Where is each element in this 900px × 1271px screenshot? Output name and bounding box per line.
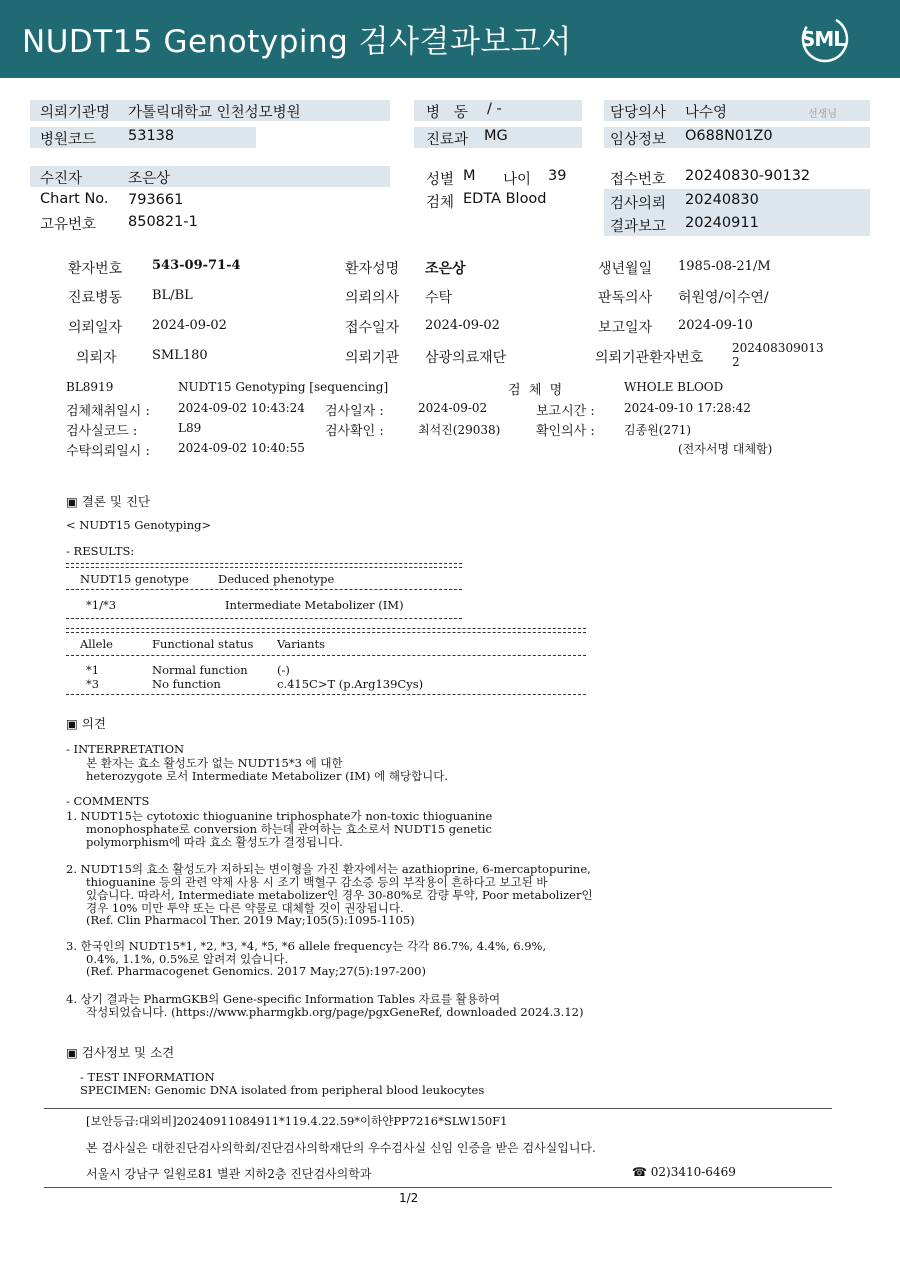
entrust-label: 수탁의뢰일시 : [66, 444, 150, 459]
col-variants: Variants [277, 637, 326, 651]
uid-value: 850821-1 [128, 214, 198, 230]
pno-label: 환자번호 [68, 261, 123, 277]
results-label: - RESULTS: [66, 544, 135, 558]
divider [66, 589, 462, 590]
dept-label: 진료과 [426, 132, 469, 148]
hosp-code-label: 병원코드 [40, 132, 97, 148]
interp-head: - INTERPRETATION [66, 742, 185, 756]
age-value: 39 [548, 168, 567, 184]
testdate-label: 검사일자 : [325, 404, 384, 419]
dob-value: 1985-08-21/M [678, 259, 771, 274]
test-info-specimen: SPECIMEN: Genomic DNA isolated from peripheral blood leukocytes [80, 1083, 485, 1097]
report-title: NUDT15 Genotyping 검사결과보고서 [22, 24, 572, 60]
entrust-value: 2024-09-02 10:40:55 [178, 441, 305, 455]
req-org-label: 의뢰기관명 [40, 105, 111, 121]
col-allele: Allele [80, 637, 113, 651]
specimen-value: EDTA Blood [463, 191, 547, 207]
readdoc-value: 허원영/이수연/ [678, 290, 769, 306]
confirmdoc-value: 김종원(271) [624, 423, 692, 437]
divider [66, 655, 586, 656]
divider [66, 567, 462, 568]
request-value: 20240830 [685, 192, 759, 208]
hosp-code-value: 53138 [128, 128, 175, 144]
receipt-label: 접수번호 [610, 172, 667, 188]
comment-line: 있습니다. 따라서, Intermediate metabolizer인 경우 30-80%로 감량 투약, Poor metabolizer인 [86, 888, 593, 902]
divider [66, 694, 586, 695]
genotyping-subtitle: < NUDT15 Genotyping> [66, 518, 212, 532]
comment-line: thioguanine 등의 관련 약제 사용 시 조기 백혈구 감소증 등의 부작용이 흔하다고 보고된 바 [86, 875, 548, 889]
cert-line: 본 검사실은 대한진단검사의학회/진단검사의학재단의 우수검사실 신임 인증을 받은 검사실입니다. [86, 1141, 596, 1155]
status-cell: Normal function [152, 663, 248, 677]
lab-value: L89 [178, 421, 202, 435]
confirm-value: 최석진(29038) [418, 423, 501, 437]
info-bar [30, 166, 390, 187]
dept-value: MG [484, 128, 508, 144]
orgpno-label: 의뢰기관환자번호 [595, 350, 704, 366]
sex-value: M [463, 168, 476, 184]
spec-value: WHOLE BLOOD [624, 380, 724, 394]
status-cell: No function [152, 677, 221, 691]
col-genotype: NUDT15 genotype [80, 572, 189, 586]
comment-line: (Ref. Clin Pharmacol Ther. 2019 May;105(5):1095-1105) [86, 913, 415, 927]
phone-line: ☎ 02)3410-6469 [632, 1165, 736, 1179]
esign-note: (전자서명 대체함) [678, 442, 773, 456]
confirmdoc-label: 확인의사 : [536, 424, 595, 439]
orgpno-value-1: 202408309013 [732, 341, 824, 355]
comment-line: 3. 한국인의 NUDT15*1, *2, *3, *4, *5, *6 allele frequency는 각각 86.7%, 4.4%, 6.9%, [66, 939, 547, 953]
recdate-label: 접수일자 [345, 320, 400, 336]
page-number: 1/2 [399, 1191, 419, 1205]
genotype-value: *1/*3 [86, 598, 117, 612]
comment-line: polymorphism에 따라 효소 활성도가 결정됩니다. [86, 835, 343, 849]
reporttime-value: 2024-09-10 17:28:42 [624, 401, 751, 415]
security-line: [보안등급:대외비]20240911084911*119.4.22.59*이하얀PP7216*SLW150F1 [86, 1114, 508, 1128]
sex-label: 성별 [426, 172, 455, 188]
interp-line: heterozygote 로서 Intermediate Metabolizer (IM) 에 해당합니다. [86, 769, 449, 783]
comments-head: - COMMENTS [66, 794, 150, 808]
variant-cell: (-) [277, 663, 290, 677]
divider [66, 563, 462, 564]
test-info-head: - TEST INFORMATION [80, 1070, 215, 1084]
confirm-label: 검사확인 : [325, 424, 384, 439]
orgpno-value-2: 2 [732, 355, 740, 369]
recdate-value: 2024-09-02 [425, 318, 500, 333]
comment-line: monophosphate로 conversion 하는데 관여하는 효소로서 NUDT15 genetic [86, 822, 492, 836]
reqorg-value: 삼광의료재단 [425, 350, 507, 366]
comment-line: (Ref. Pharmacogenet Genomics. 2017 May;27(5):197-200) [86, 964, 426, 978]
patient-label: 수진자 [40, 171, 83, 187]
lab-label: 검사실코드 : [66, 424, 138, 439]
collect-label: 검체채취일시 : [66, 404, 150, 419]
doctor-suffix: 선생님 [808, 109, 837, 120]
footer-rule [44, 1108, 832, 1109]
logo-text: SML [801, 27, 846, 51]
pname-value: 조은상 [425, 261, 466, 277]
reporttime-label: 보고시간 : [536, 404, 595, 419]
divider [66, 628, 586, 629]
testdate-value: 2024-09-02 [418, 401, 488, 415]
test-name: NUDT15 Genotyping [sequencing] [178, 380, 389, 394]
comment-line: 4. 상기 결과는 PharmGKB의 Gene-specific Information Tables 자료를 활용하여 [66, 992, 501, 1006]
variant-cell: c.415C>T (p.Arg139Cys) [277, 677, 424, 691]
allele-cell: *3 [86, 677, 100, 691]
dob-label: 생년월일 [598, 261, 653, 277]
comment-line: 1. NUDT15는 cytotoxic thioguanine triphosphate가 non-toxic thioguanine [66, 809, 493, 823]
repdate-value: 2024-09-10 [678, 318, 753, 333]
receipt-value: 20240830-90132 [685, 168, 811, 184]
collect-value: 2024-09-02 10:43:24 [178, 401, 305, 415]
section-test-info: ▣ 검사정보 및 소견 [66, 1045, 175, 1060]
ward2-value: BL/BL [152, 288, 193, 303]
uid-label: 고유번호 [40, 217, 97, 233]
section-conclusion: ▣ 결론 및 진단 [66, 494, 151, 509]
patient-value: 조은상 [128, 171, 171, 187]
divider [66, 618, 462, 619]
clinical-value: O688N01Z0 [685, 128, 773, 144]
doctor-value: 나수영 [685, 105, 728, 121]
chart-label: Chart No. [40, 191, 109, 207]
reqdoc-value: 수탁 [425, 290, 453, 306]
ward2-label: 진료병동 [68, 290, 123, 306]
pno-value: 543-09-71-4 [152, 258, 241, 273]
requester-label: 의뢰자 [76, 350, 117, 366]
comment-line: 경우 10% 미만 투약 또는 다른 약물로 대체할 것이 권장됩니다. [86, 901, 404, 915]
repdate-label: 보고일자 [598, 320, 653, 336]
reqdoc-label: 의뢰의사 [345, 290, 400, 306]
col-status: Functional status [152, 637, 254, 651]
spec-label: 검 체 명 [508, 383, 563, 398]
address-line: 서울시 강남구 일원로81 별관 지하2층 진단검사의학과 [86, 1167, 372, 1181]
specimen-label: 검체 [426, 195, 455, 211]
divider [66, 632, 586, 633]
footer-rule [44, 1187, 832, 1188]
report-value: 20240911 [685, 215, 759, 231]
chart-value: 793661 [128, 192, 184, 208]
ward-label: 병 동 [426, 105, 468, 121]
clinical-label: 임상정보 [610, 132, 667, 148]
pname-label: 환자성명 [345, 261, 400, 277]
req-org-value: 가톨릭대학교 인천성모병원 [128, 105, 301, 121]
reqorg-label: 의뢰기관 [345, 350, 400, 366]
reqdate-value: 2024-09-02 [152, 318, 227, 333]
reqdate-label: 의뢰일자 [68, 320, 123, 336]
comment-line: 0.4%, 1.1%, 0.5%로 알려져 있습니다. [86, 952, 289, 966]
phenotype-value: Intermediate Metabolizer (IM) [225, 598, 404, 612]
readdoc-label: 판독의사 [598, 290, 653, 306]
comment-line: 2. NUDT15의 효소 활성도가 저하되는 변이형을 가진 환자에서는 azathioprine, 6-mercaptopurine, [66, 862, 591, 876]
section-opinion: ▣ 의견 [66, 716, 106, 731]
age-label: 나이 [503, 172, 532, 188]
requester-value: SML180 [152, 348, 208, 363]
doctor-label: 담당의사 [610, 105, 667, 121]
allele-cell: *1 [86, 663, 100, 677]
ward-value: / - [487, 101, 502, 117]
comment-line: 작성되었습니다. (https://www.pharmgkb.org/page/pgxGeneRef, downloaded 2024.3.12) [86, 1005, 584, 1019]
report-label: 결과보고 [610, 219, 667, 235]
test-code: BL8919 [66, 380, 114, 394]
interp-line: 본 환자는 효소 활성도가 없는 NUDT15*3 에 대한 [86, 756, 343, 770]
col-phenotype: Deduced phenotype [218, 572, 335, 586]
request-label: 검사의뢰 [610, 196, 667, 212]
